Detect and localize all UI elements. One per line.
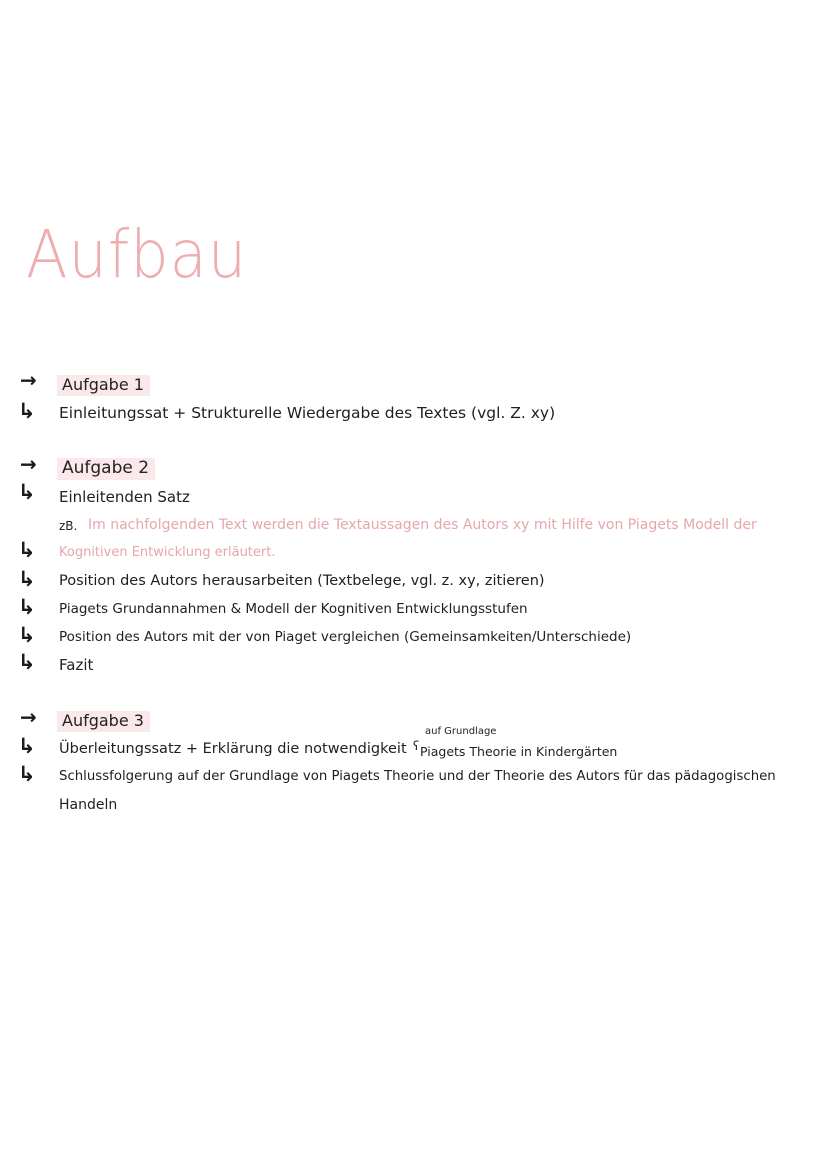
insert-mark-icon: ʕ [413,739,420,753]
arrow-icon: → [20,452,37,476]
hook-arrow-icon: ↳ [18,399,36,423]
task-2-intro: Einleitenden Satz [59,488,190,506]
example-text-line-1: Im nachfolgenden Text werden die Textaussagen des Autors xy mit Hilfe von Piagets Modell der [88,517,757,533]
hook-arrow-icon: ↳ [18,734,36,758]
task-3-item-1-continued: Piagets Theorie in Kindergärten [420,744,618,759]
task-1-item: Einleitungssat + Strukturelle Wiedergabe des Textes (vgl. Z. xy) [59,404,556,422]
task-3-label: Aufgabe 3 [57,711,150,732]
task-2-item: Fazit [59,656,94,674]
insert-annotation: auf Grundlage [425,726,497,737]
task-3-item-2-continued: Handeln [59,797,118,813]
hook-arrow-icon: ↳ [18,567,36,591]
example-text-line-2: Kognitiven Entwicklung erläutert. [59,545,276,560]
task-2-label: Aufgabe 2 [57,458,155,480]
task-2-item: Position des Autors mit der von Piaget vergleichen (Gemeinsamkeiten/Unterschiede) [59,629,632,645]
hook-arrow-icon: ↳ [18,538,36,562]
arrow-icon: → [20,368,37,392]
hook-arrow-icon: ↳ [18,480,36,504]
hook-arrow-icon: ↳ [18,650,36,674]
hook-arrow-icon: ↳ [18,762,36,786]
task-3-item-2: Schlussfolgerung auf der Grundlage von Piagets Theorie und der Theorie des Autors für das pädagogischen [59,769,776,784]
task-3-item-1: Überleitungssatz + Erklärung die notwendigkeit [59,741,407,757]
hook-arrow-icon: ↳ [18,595,36,619]
task-1-label: Aufgabe 1 [57,375,150,396]
task-2-item: Position des Autors herausarbeiten (Textbelege, vgl. z. xy, zitieren) [59,573,545,589]
example-prefix: zB. [59,519,78,533]
page-title: Aufbau [26,216,248,293]
arrow-icon: → [20,705,37,729]
task-2-item: Piagets Grundannahmen & Modell der Kognitiven Entwicklungsstufen [59,601,528,617]
hook-arrow-icon: ↳ [18,623,36,647]
